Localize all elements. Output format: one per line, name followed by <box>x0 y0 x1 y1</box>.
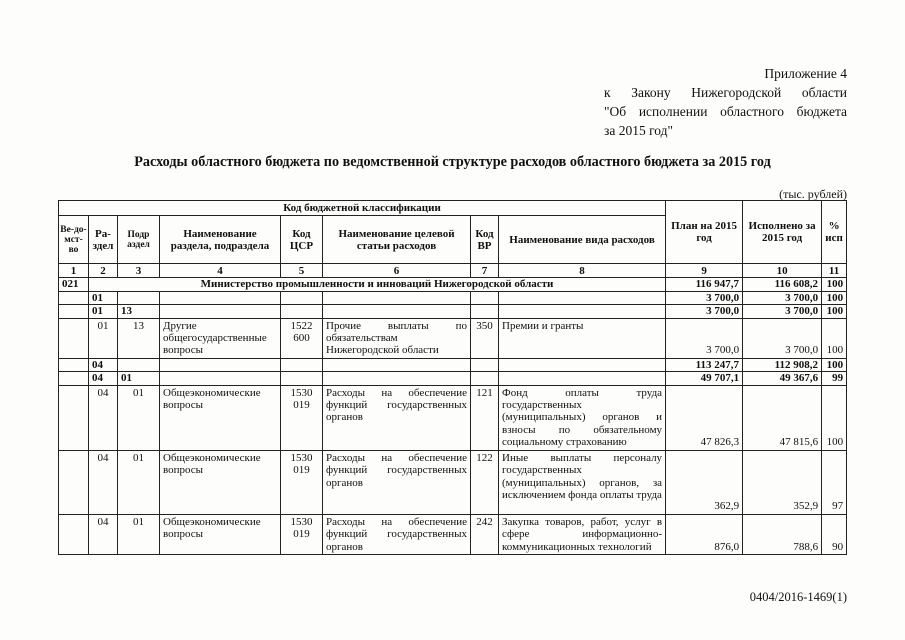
row-pct: 100 <box>822 305 847 318</box>
row-razdel-name: Общеэкономические вопросы <box>160 450 281 514</box>
appendix-line-4: за 2015 год" <box>604 123 674 138</box>
row-vr: 121 <box>471 385 499 450</box>
row-target-name: Расходы на обеспечение функций государственных органов <box>323 514 471 554</box>
row-plan: 49 707,1 <box>666 372 743 385</box>
row-done: 3 700,0 <box>743 318 822 358</box>
row-plan: 3 700,0 <box>666 305 743 318</box>
row-target-name: Расходы на обеспечение функций государственных органов <box>323 450 471 514</box>
header-pct: % исп <box>822 201 847 264</box>
row-target-name: Расходы на обеспечение функций государственных органов <box>323 385 471 450</box>
column-number: 10 <box>743 264 822 278</box>
row-razdel-name: Общеэкономические вопросы <box>160 514 281 554</box>
row-vr: 242 <box>471 514 499 554</box>
header-vr-name: Наименование вида расходов <box>499 216 666 264</box>
table-row <box>59 358 847 371</box>
row-podrazdel <box>118 358 160 371</box>
ministry-pct: 100 <box>822 278 847 291</box>
row-plan: 876,0 <box>666 514 743 554</box>
row-razdel: 04 <box>89 385 118 450</box>
appendix-line-3: "Об исполнении областного бюджета <box>604 104 847 119</box>
column-number: 9 <box>666 264 743 278</box>
header-razdel: Ра-здел <box>89 216 118 264</box>
row-podrazdel: 13 <box>118 305 160 318</box>
column-number: 6 <box>323 264 471 278</box>
row-razdel: 04 <box>89 450 118 514</box>
row-done: 112 908,2 <box>743 358 822 371</box>
ministry-code: 021 <box>59 278 89 291</box>
row-pct: 90 <box>822 514 847 554</box>
row-razdel: 01 <box>89 291 118 304</box>
row-vr: 122 <box>471 450 499 514</box>
column-numbers-row <box>59 264 847 278</box>
row-razdel: 01 <box>89 305 118 318</box>
row-vr-name: Закупка товаров, работ, услуг в сфере информационно-коммуникационных технологий <box>499 514 666 554</box>
column-number: 1 <box>59 264 89 278</box>
document-number: 0404/2016-1469(1) <box>749 590 847 604</box>
header-classification: Код бюджетной классификации <box>59 201 666 216</box>
column-number: 3 <box>118 264 160 278</box>
row-done: 3 700,0 <box>743 291 822 304</box>
ministry-name: Министерство промышленности и инноваций Нижегородской области <box>89 278 666 291</box>
row-razdel: 04 <box>89 358 118 371</box>
row-pct: 97 <box>822 450 847 514</box>
row-razdel: 01 <box>89 318 118 358</box>
table-row <box>59 450 847 514</box>
column-number: 7 <box>471 264 499 278</box>
ministry-plan: 116 947,7 <box>666 278 743 291</box>
header-done: Исполнено за 2015 год <box>743 201 822 264</box>
row-plan: 113 247,7 <box>666 358 743 371</box>
row-plan: 47 826,3 <box>666 385 743 450</box>
row-pct: 100 <box>822 358 847 371</box>
header-plan: План на 2015 год <box>666 201 743 264</box>
column-number: 2 <box>89 264 118 278</box>
row-pct: 100 <box>822 385 847 450</box>
row-plan: 3 700,0 <box>666 291 743 304</box>
row-csr: 1522 600 <box>281 318 323 358</box>
table-row <box>59 514 847 554</box>
table-row <box>59 385 847 450</box>
row-vr-name: Премии и гранты <box>499 318 666 358</box>
header-target-name: Наименование целевой статьи расходов <box>323 216 471 264</box>
column-number: 11 <box>822 264 847 278</box>
header-vr: Код ВР <box>471 216 499 264</box>
table-row <box>59 372 847 385</box>
row-done: 3 700,0 <box>743 305 822 318</box>
row-razdel-name: Другие общегосударственные вопросы <box>160 318 281 358</box>
row-done: 47 815,6 <box>743 385 822 450</box>
appendix-line-2: к Закону Нижегородской области <box>604 85 847 100</box>
row-csr: 1530 019 <box>281 514 323 554</box>
column-number: 8 <box>499 264 666 278</box>
header-razdel-name: Наименование раздела, подраздела <box>160 216 281 264</box>
budget-table <box>58 200 847 555</box>
row-csr: 1530 019 <box>281 450 323 514</box>
header-csr: Код ЦСР <box>281 216 323 264</box>
row-plan: 3 700,0 <box>666 318 743 358</box>
units-label: (тыс. рублей) <box>779 187 847 201</box>
row-done: 49 367,6 <box>743 372 822 385</box>
row-podrazdel: 01 <box>118 514 160 554</box>
row-vr-name: Иные выплаты персоналу государственных (муниципальных) органов, за исключением фонда оплаты труда <box>499 450 666 514</box>
ministry-row <box>59 278 847 291</box>
row-podrazdel: 01 <box>118 450 160 514</box>
row-podrazdel: 01 <box>118 372 160 385</box>
row-pct: 100 <box>822 291 847 304</box>
table-row <box>59 318 847 358</box>
header-podrazdel: Подр аздел <box>118 216 160 264</box>
ministry-done: 116 608,2 <box>743 278 822 291</box>
row-done: 352,9 <box>743 450 822 514</box>
row-pct: 99 <box>822 372 847 385</box>
row-podrazdel <box>118 291 160 304</box>
table-row <box>59 291 847 304</box>
table-row <box>59 305 847 318</box>
row-podrazdel: 01 <box>118 385 160 450</box>
column-number: 4 <box>160 264 281 278</box>
appendix-note <box>604 64 847 140</box>
row-razdel: 04 <box>89 514 118 554</box>
column-number: 5 <box>281 264 323 278</box>
page-title: Расходы областного бюджета по ведомственной структуре расходов областного бюджета за 2015 год <box>134 154 771 170</box>
appendix-line-1: Приложение 4 <box>764 66 847 81</box>
row-csr: 1530 019 <box>281 385 323 450</box>
row-podrazdel: 13 <box>118 318 160 358</box>
row-vr: 350 <box>471 318 499 358</box>
row-razdel-name: Общеэкономические вопросы <box>160 385 281 450</box>
row-done: 788,6 <box>743 514 822 554</box>
row-plan: 362,9 <box>666 450 743 514</box>
row-vr-name: Фонд оплаты труда государственных (муниципальных) органов и взносы по обязательному социальному страхованию <box>499 385 666 450</box>
row-pct: 100 <box>822 318 847 358</box>
header-ved: Ве-до-мст-во <box>59 216 89 264</box>
row-razdel: 04 <box>89 372 118 385</box>
row-target-name: Прочие выплаты по обязательствам Нижегородской области <box>323 318 471 358</box>
